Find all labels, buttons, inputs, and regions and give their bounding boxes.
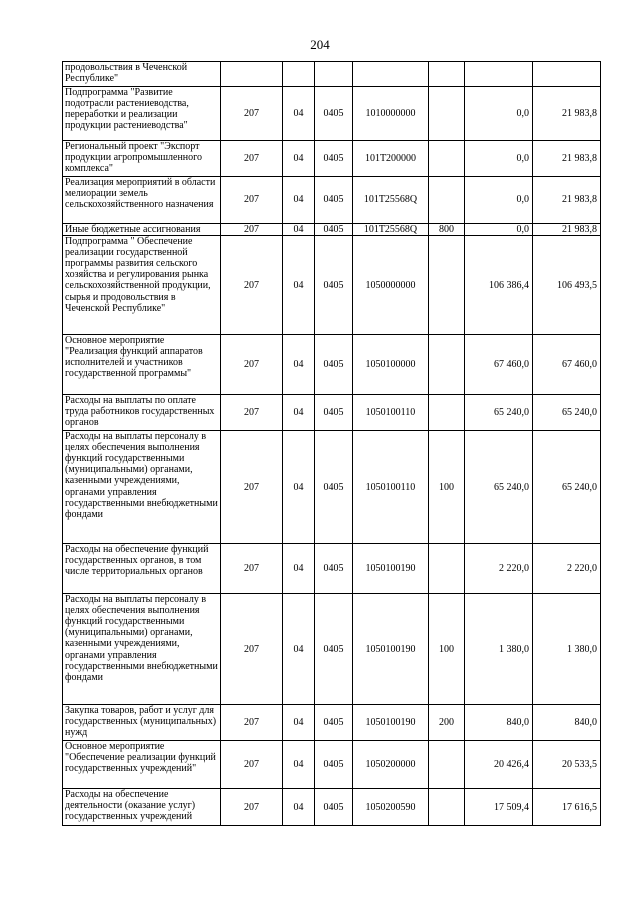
cell-subsection: 0405	[315, 224, 353, 236]
cell-section: 04	[283, 141, 315, 177]
cell-admin: 207	[221, 741, 283, 789]
row-name: Подпрограмма "Развитие подотрасли растениеводства, переработки и реализации продукции растениеводства"	[63, 87, 221, 141]
table-row	[63, 544, 601, 594]
cell-sum-1: 65 240,0	[465, 395, 533, 431]
cell-target: 1050100000	[353, 335, 429, 395]
cell-sum-1: 0,0	[465, 224, 533, 236]
table-row	[63, 594, 601, 705]
cell-admin: 207	[221, 177, 283, 224]
cell-target: 1050100110	[353, 395, 429, 431]
cell-type	[429, 544, 465, 594]
table-row	[63, 177, 601, 224]
cell-subsection: 0405	[315, 395, 353, 431]
cell-admin: 207	[221, 335, 283, 395]
table-row	[63, 62, 601, 87]
row-name: продовольствия в Чеченской Республике"	[63, 62, 221, 87]
cell-subsection: 0405	[315, 789, 353, 826]
cell-sum-2: 21 983,8	[533, 224, 601, 236]
cell-type	[429, 141, 465, 177]
row-name: Расходы на выплаты по оплате труда работников государственных органов	[63, 395, 221, 431]
cell-sum-1: 67 460,0	[465, 335, 533, 395]
row-name: Основное мероприятие "Реализация функций аппаратов исполнителей и участников государственной программы"	[63, 335, 221, 395]
cell-sum-2: 20 533,5	[533, 741, 601, 789]
cell-type	[429, 236, 465, 335]
cell-type: 100	[429, 431, 465, 544]
cell-section: 04	[283, 544, 315, 594]
cell-type	[429, 177, 465, 224]
cell-section: 04	[283, 224, 315, 236]
cell-admin: 207	[221, 141, 283, 177]
cell-sum-1: 65 240,0	[465, 431, 533, 544]
cell-target	[353, 62, 429, 87]
budget-table	[62, 61, 601, 826]
row-name: Иные бюджетные ассигнования	[63, 224, 221, 236]
table-row	[63, 87, 601, 141]
row-name: Реализация мероприятий в области мелиорации земель сельскохозяйственного назначения	[63, 177, 221, 224]
cell-sum-1: 0,0	[465, 141, 533, 177]
cell-sum-2: 65 240,0	[533, 431, 601, 544]
cell-type	[429, 335, 465, 395]
cell-type	[429, 395, 465, 431]
cell-sum-1: 106 386,4	[465, 236, 533, 335]
row-name: Расходы на выплаты персоналу в целях обеспечения выполнения функций государственными (муниципальными) органами, казенными учреждениями, органами управления государственными внебюджетными фондами	[63, 594, 221, 705]
cell-target: 1050100110	[353, 431, 429, 544]
cell-sum-2: 21 983,8	[533, 141, 601, 177]
page-number: 204	[310, 37, 330, 52]
cell-section: 04	[283, 594, 315, 705]
cell-section: 04	[283, 431, 315, 544]
cell-admin: 207	[221, 395, 283, 431]
cell-target: 1050100190	[353, 705, 429, 741]
cell-admin: 207	[221, 431, 283, 544]
table-row	[63, 141, 601, 177]
cell-sum-1: 1 380,0	[465, 594, 533, 705]
cell-sum-1: 2 220,0	[465, 544, 533, 594]
cell-sum-2: 840,0	[533, 705, 601, 741]
row-name: Расходы на обеспечение функций государственных органов, в том числе территориальных органов	[63, 544, 221, 594]
cell-admin: 207	[221, 789, 283, 826]
row-name: Подпрограмма " Обеспечение реализации государственной программы развития сельского хозяйства и регулирования рынка сельскохозяйственной продукции, сырья и продовольствия в Чеченской Республике"	[63, 236, 221, 335]
cell-sum-1	[465, 62, 533, 87]
cell-target: 101T200000	[353, 141, 429, 177]
cell-section: 04	[283, 741, 315, 789]
cell-sum-1: 17 509,4	[465, 789, 533, 826]
cell-subsection: 0405	[315, 544, 353, 594]
cell-sum-1: 840,0	[465, 705, 533, 741]
cell-sum-1: 0,0	[465, 177, 533, 224]
cell-section: 04	[283, 705, 315, 741]
cell-subsection: 0405	[315, 594, 353, 705]
cell-type	[429, 741, 465, 789]
cell-type: 800	[429, 224, 465, 236]
row-name: Основное мероприятие "Обеспечение реализации функций государственных учреждений"	[63, 741, 221, 789]
table-row	[63, 236, 601, 335]
cell-subsection: 0405	[315, 335, 353, 395]
cell-admin: 207	[221, 236, 283, 335]
cell-type	[429, 789, 465, 826]
cell-subsection: 0405	[315, 705, 353, 741]
table-row	[63, 789, 601, 826]
cell-admin: 207	[221, 705, 283, 741]
table-row	[63, 431, 601, 544]
cell-sum-1: 20 426,4	[465, 741, 533, 789]
cell-sum-2: 65 240,0	[533, 395, 601, 431]
cell-section: 04	[283, 87, 315, 141]
cell-sum-2: 2 220,0	[533, 544, 601, 594]
cell-subsection: 0405	[315, 741, 353, 789]
cell-sum-2: 21 983,8	[533, 87, 601, 141]
cell-section: 04	[283, 789, 315, 826]
cell-subsection: 0405	[315, 87, 353, 141]
cell-target: 1050100190	[353, 594, 429, 705]
cell-subsection: 0405	[315, 141, 353, 177]
table-row	[63, 335, 601, 395]
cell-target: 1050100190	[353, 544, 429, 594]
table-row	[63, 395, 601, 431]
cell-admin	[221, 62, 283, 87]
cell-admin: 207	[221, 87, 283, 141]
cell-target: 101T25568Q	[353, 224, 429, 236]
cell-section: 04	[283, 335, 315, 395]
cell-type: 100	[429, 594, 465, 705]
cell-sum-2: 106 493,5	[533, 236, 601, 335]
cell-sum-2: 1 380,0	[533, 594, 601, 705]
cell-type: 200	[429, 705, 465, 741]
cell-target: 101T25568Q	[353, 177, 429, 224]
cell-subsection	[315, 62, 353, 87]
row-name: Расходы на обеспечение деятельности (оказание услуг) государственных учреждений	[63, 789, 221, 826]
cell-admin: 207	[221, 594, 283, 705]
cell-type	[429, 62, 465, 87]
cell-target: 1050000000	[353, 236, 429, 335]
cell-section: 04	[283, 177, 315, 224]
table-row	[63, 224, 601, 236]
cell-sum-2: 21 983,8	[533, 177, 601, 224]
cell-section: 04	[283, 395, 315, 431]
cell-section: 04	[283, 236, 315, 335]
cell-subsection: 0405	[315, 177, 353, 224]
table-row	[63, 705, 601, 741]
cell-sum-2: 67 460,0	[533, 335, 601, 395]
cell-target: 1010000000	[353, 87, 429, 141]
cell-sum-2	[533, 62, 601, 87]
row-name: Расходы на выплаты персоналу в целях обеспечения выполнения функций государственными (муниципальными) органами, казенными учреждениями, органами управления государственными внебюджетными фондами	[63, 431, 221, 544]
cell-admin: 207	[221, 224, 283, 236]
row-name: Закупка товаров, работ и услуг для государственных (муниципальных) нужд	[63, 705, 221, 741]
cell-type	[429, 87, 465, 141]
cell-admin: 207	[221, 544, 283, 594]
cell-section	[283, 62, 315, 87]
cell-subsection: 0405	[315, 431, 353, 544]
cell-sum-1: 0,0	[465, 87, 533, 141]
cell-target: 1050200000	[353, 741, 429, 789]
cell-subsection: 0405	[315, 236, 353, 335]
table-row	[63, 741, 601, 789]
cell-target: 1050200590	[353, 789, 429, 826]
row-name: Региональный проект "Экспорт продукции агропромышленного комплекса"	[63, 141, 221, 177]
cell-sum-2: 17 616,5	[533, 789, 601, 826]
